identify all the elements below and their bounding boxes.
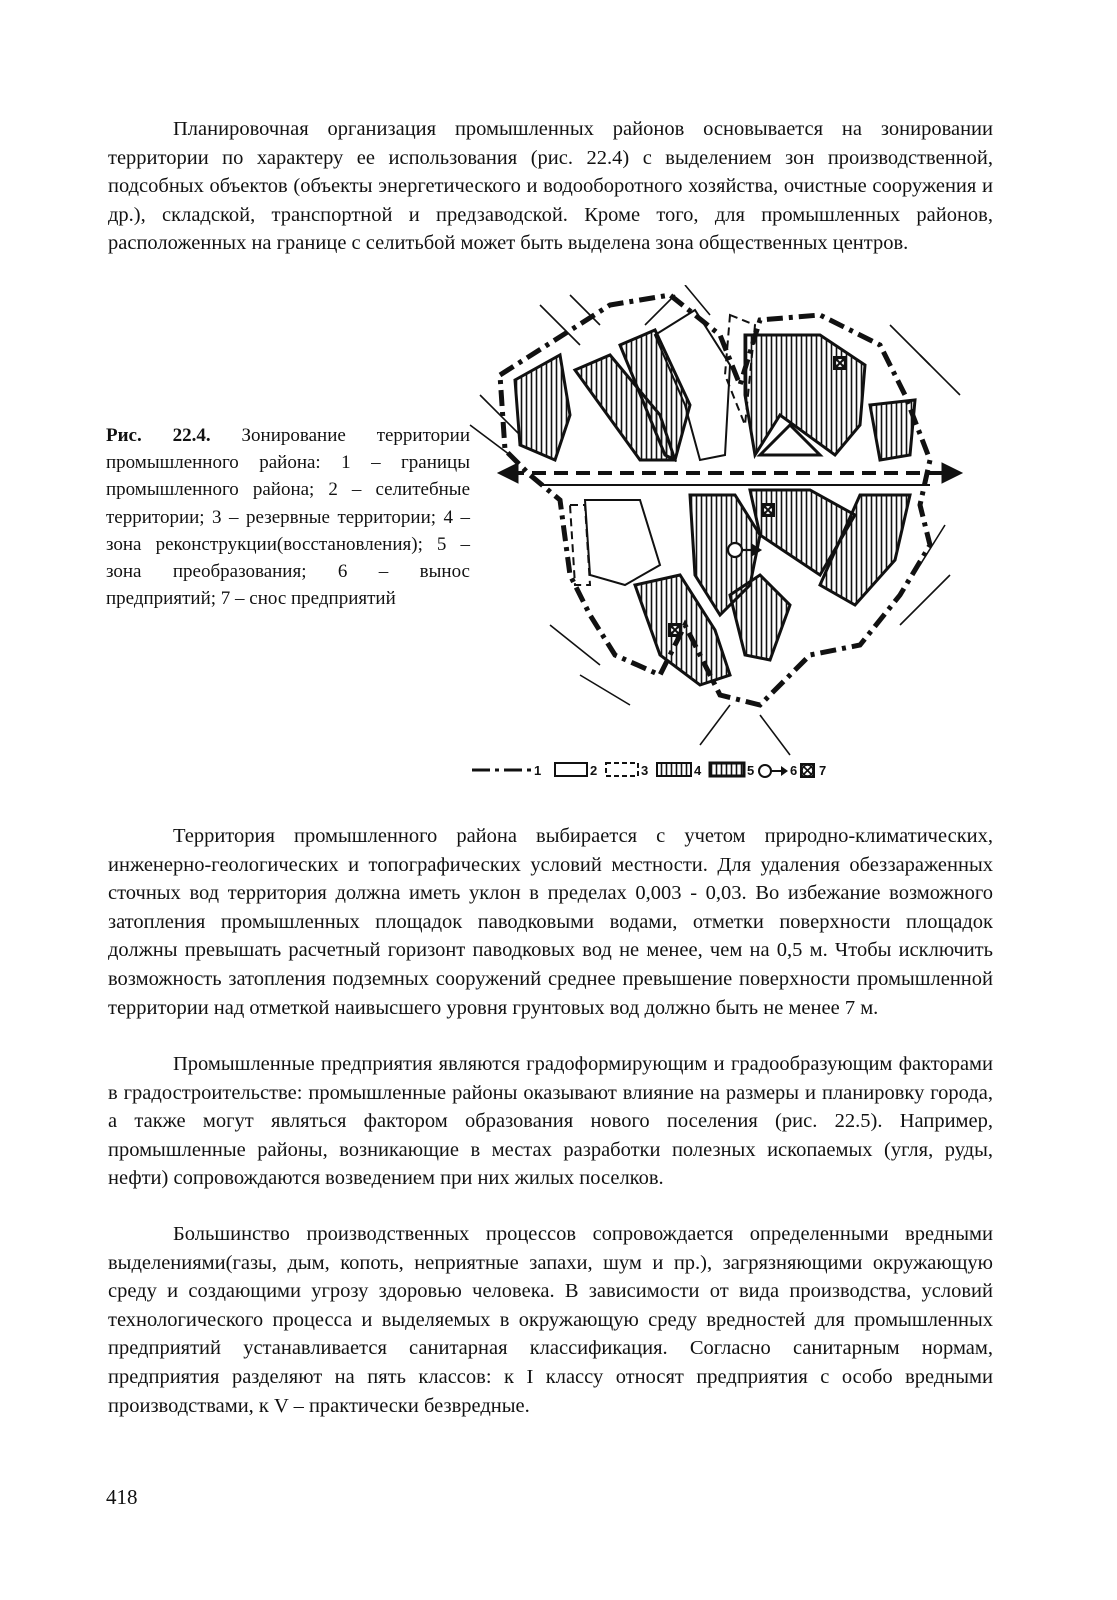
arrow-left-icon: [498, 463, 518, 483]
arrow-right-icon: [942, 463, 962, 483]
residential-area: [585, 500, 660, 585]
page-number: 418: [106, 1485, 138, 1509]
legend-item-2: [555, 763, 597, 778]
legend-item-7: [801, 763, 826, 778]
legend-label: 7: [819, 763, 827, 778]
legend-label: 5: [747, 763, 755, 778]
figure-caption-text: Зонирование территории промышленного района: 1 – границы промышленного района; 2 – селитебные территории; 3 – резервные территории; 4 – зона реконструкции(восстановления); 5 – зона преобразования; 6 – вынос предприятий; 7 – снос предприятий: [106, 425, 470, 610]
legend-item-6: [759, 763, 797, 778]
transport-corridor: [498, 463, 962, 485]
legend-item-3: [606, 763, 648, 778]
legend: [472, 763, 826, 778]
paragraph-city-forming: Промышленные предприятия являются градоформирующим и градообразующим факторами в градостроительстве: промышленные районы оказывают влияние на размеры и планировку города, а также могут являться фактором образования нового поселения (рис. 22.5). Например, промышленные районы, возникающие в местах разработки полезных ископаемых (угля, руды, нефти) сопровождаются возведением при них жилых поселков.: [108, 1053, 993, 1190]
legend-item-1: [472, 763, 541, 778]
zone-block: [870, 400, 915, 460]
paragraph-site-selection: Территория промышленного района выбирается с учетом природно-климатических, инженерно-геологических и топографических условий местности. Для удаления обеззараженных сточных вод территория должна иметь уклон в пределах 0,003 - 0,03. Во избежание возможного затопления промышленных площадок паводковыми водами, отметки поверхности площадок должны превышать расчетный горизонт паводковых вод не менее, чем на 0,5 м. Чтобы исключить возможность затопления подземных сооружений среднее превышение поверхности промышленной территории над отметкой наивысшего уровня грунтовых вод должно быть не менее 7 м.: [108, 825, 993, 1019]
legend-label: 3: [641, 763, 649, 778]
zone-block: [745, 335, 865, 455]
legend-label: 6: [790, 763, 798, 778]
zone-block: [730, 575, 790, 660]
zone-block: [515, 355, 570, 460]
zoning-diagram: [460, 285, 1000, 800]
hatched-zones: [515, 330, 915, 685]
legend-label: 2: [590, 763, 598, 778]
paragraph-zoning: Планировочная организация промышленных районов основывается на зонировании территории по характеру ее использования (рис. 22.4) с выделением зон производственной, подсобных объектов (объекты энергетического и водооборотного хозяйства, очистные сооружения и др.), складской, транспортной и предзаводской. Кроме того, для промышленных районов, расположенных на границе с селитьбой может быть выделена зона общественных центров.: [108, 118, 993, 255]
legend-item-5: [710, 763, 754, 778]
figure-caption-label: Рис. 22.4.: [106, 425, 211, 446]
legend-label: 1: [534, 763, 542, 778]
paragraph-sanitary-classes: Большинство производственных процессов сопровождается определенными вредными выделениями(газы, дым, копоть, неприятные запахи, шум и пр.), загрязняющими окружающую среду и создающими угрозу здоровью человека. В зависимости от вида производства, условий технологического процесса и выделяемых в окружающую среду вредностей для промышленных предприятий устанавливается санитарная классификация. Согласно санитарным нормам, предприятия разделяют на пять классов: к I классу относят предприятия с особо вредными производствами, к V – практически безвредные.: [108, 1223, 993, 1417]
legend-label: 4: [694, 763, 702, 778]
figure-caption: [106, 422, 470, 612]
legend-item-4: [657, 763, 702, 778]
